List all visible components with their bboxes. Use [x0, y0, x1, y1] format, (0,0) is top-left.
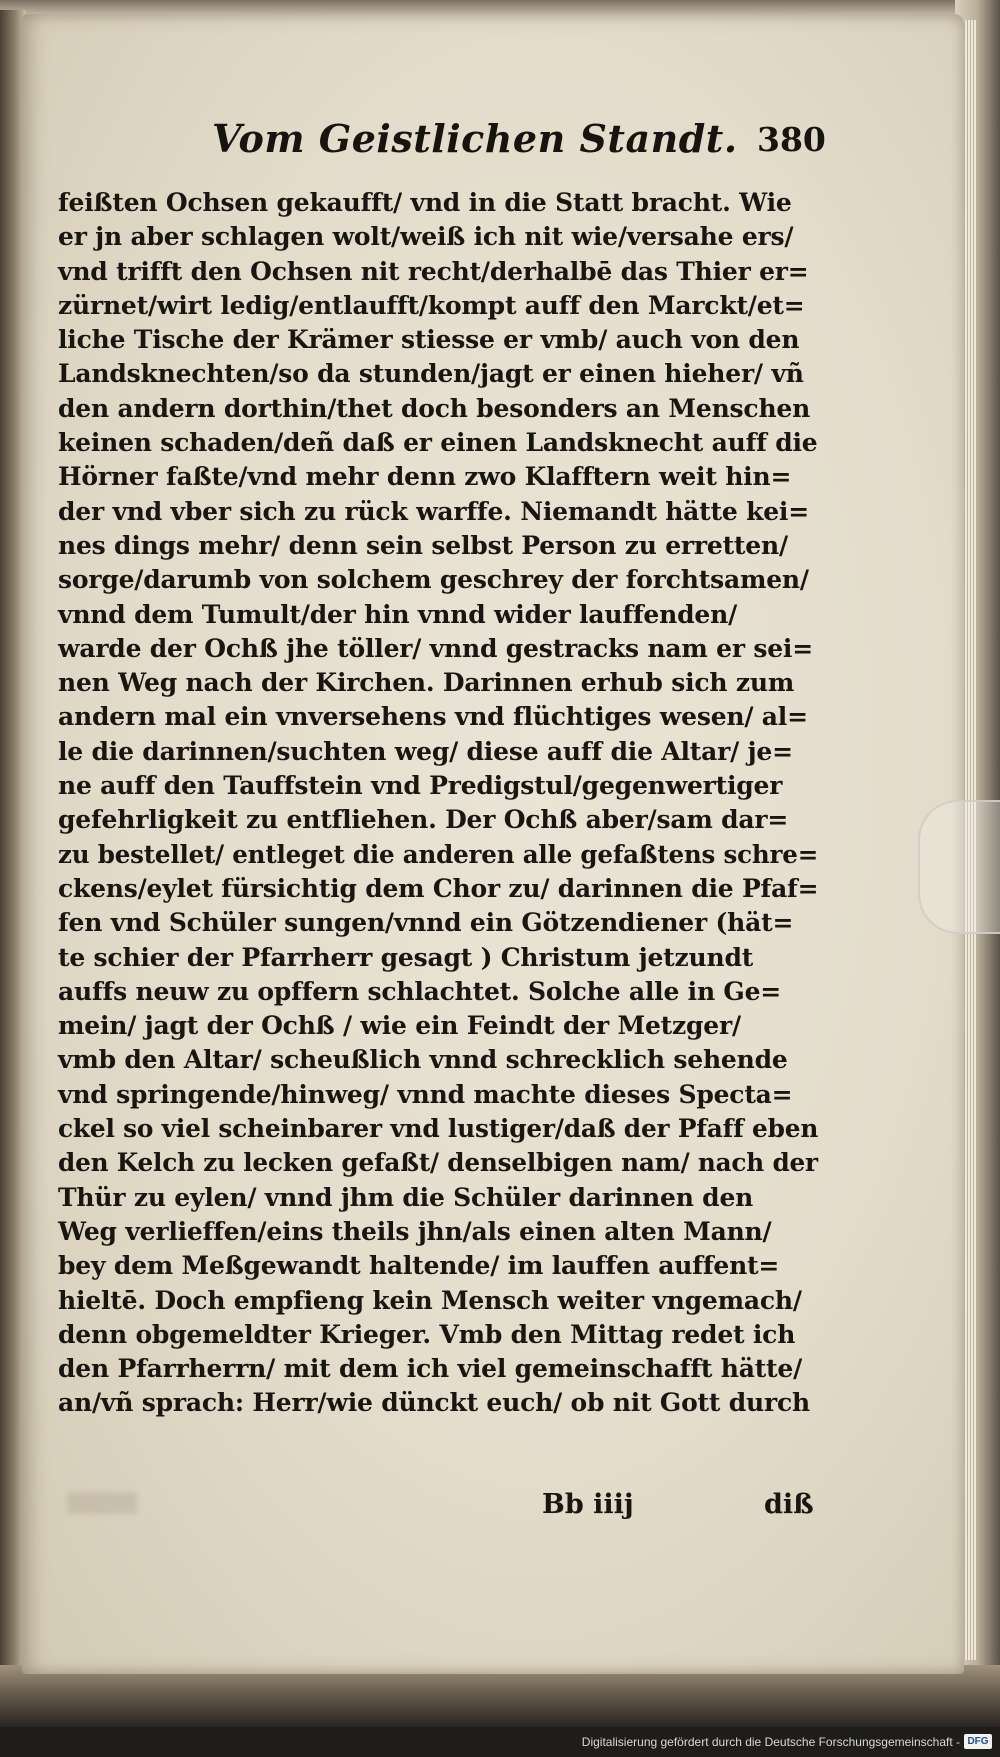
text-line: vnd trifft den Ochsen nit recht/derhalbē das Thier er= — [58, 256, 809, 286]
text-line: auffs neuw zu opffern schlachtet. Solche alle in Ge= — [58, 976, 782, 1006]
text-line: er jn aber schlagen wolt/weiß ich nit wie/versahe ers/ — [58, 222, 794, 252]
text-line: Weg verlieffen/eins theils jhn/als einen alten Mann/ — [58, 1216, 772, 1246]
text-line: mein/ jagt der Ochß / wie ein Feindt der Metzger/ — [58, 1011, 741, 1041]
signature-mark: Bb iiij — [542, 1489, 634, 1520]
text-line: vnd springende/hinweg/ vnnd machte dieses Specta= — [58, 1079, 793, 1109]
text-line: zürnet/wirt ledig/entlaufft/kompt auff den Marckt/et= — [58, 290, 805, 320]
text-line: keinen schaden/deñ daß er einen Landsknecht auff die — [58, 428, 818, 458]
cover-bottom-edge — [0, 1665, 1000, 1727]
dfg-logo: DFG — [964, 1734, 992, 1749]
text-line: liche Tische der Krämer stiesse er vmb/ auch von den — [58, 325, 800, 355]
text-line: fen vnd Schüler sungen/vnnd ein Götzendiener (hät= — [58, 908, 794, 938]
page-header — [212, 116, 832, 176]
text-line: Landsknechten/so da stunden/jagt er einen hieher/ vñ — [58, 359, 804, 389]
page-footer — [58, 1489, 818, 1529]
text-line: zu bestellet/ entleget die anderen alle gefaßtens schre= — [58, 839, 819, 869]
text-line: an/vñ sprach: Herr/wie dünckt euch/ ob nit Gott durch — [58, 1388, 810, 1418]
text-line: gefehrligkeit zu entfliehen. Der Ochß aber/sam dar= — [58, 805, 789, 835]
text-line: warde der Ochß jhe töller/ vnnd gestracks nam er sei= — [58, 633, 813, 663]
text-line: le die darinnen/suchten weg/ diese auff die Altar/ je= — [58, 736, 793, 766]
text-line: vnnd dem Tumult/der hin vnnd wider lauffenden/ — [58, 599, 738, 629]
text-line: nes dings mehr/ denn sein selbst Person zu erretten/ — [58, 530, 788, 560]
text-line: ckens/eylet fürsichtig dem Chor zu/ darinnen die Pfaf= — [58, 873, 819, 903]
text-line: hieltē. Doch empfieng kein Mensch weiter vngemach/ — [58, 1285, 802, 1315]
text-line: den Kelch zu lecken gefaßt/ denselbigen nam/ nach der — [58, 1148, 818, 1178]
text-line: ne auff den Tauffstein vnd Predigstul/gegenwertiger — [58, 771, 783, 801]
text-line: sorge/darumb von solchem geschrey der forchtsamen/ — [58, 565, 809, 595]
text-line: andern mal ein vnversehens vnd flüchtiges wesen/ al= — [58, 702, 808, 732]
text-line: denn obgemeldter Krieger. Vmb den Mittag redet ich — [58, 1319, 796, 1349]
body-text — [58, 186, 818, 1421]
running-head: Vom Geistlichen Standt. — [212, 116, 738, 161]
text-line: vmb den Altar/ scheußlich vnnd schrecklich sehende — [58, 1045, 788, 1075]
text-line: den andern dorthin/thet doch besonders an Menschen — [58, 393, 811, 423]
text-line: te schier der Pfarrherr gesagt ) Christum jetzundt — [58, 942, 754, 972]
text-line: den Pfarrherrn/ mit dem ich viel gemeinschafft hätte/ — [58, 1354, 803, 1384]
catchword: diß — [764, 1489, 814, 1520]
text-line: ckel so viel scheinbarer vnd lustiger/daß der Pfaff eben — [58, 1114, 819, 1144]
text-line: feißten Ochsen gekaufft/ vnd in die Statt bracht. Wie — [58, 188, 792, 217]
page-number: 380 — [757, 120, 826, 159]
credit-text: Digitalisierung gefördert durch die Deutsche Forschungsgemeinschaft - — [581, 1735, 960, 1749]
text-line: Thür zu eylen/ vnnd jhm die Schüler darinnen den — [58, 1182, 754, 1212]
text-line: nen Weg nach der Kirchen. Darinnen erhub sich zum — [58, 668, 795, 698]
credit-bar — [0, 1727, 1000, 1757]
page-clip — [918, 800, 1000, 934]
text-line: bey dem Meßgewandt haltende/ im lauffen auffent= — [58, 1251, 780, 1281]
book-page — [22, 14, 964, 1674]
text-line: Hörner faßte/vnd mehr denn zwo Klafftern weit hin= — [58, 462, 792, 492]
text-line: der vnd vber sich zu rück warffe. Niemandt hätte kei= — [58, 496, 809, 526]
